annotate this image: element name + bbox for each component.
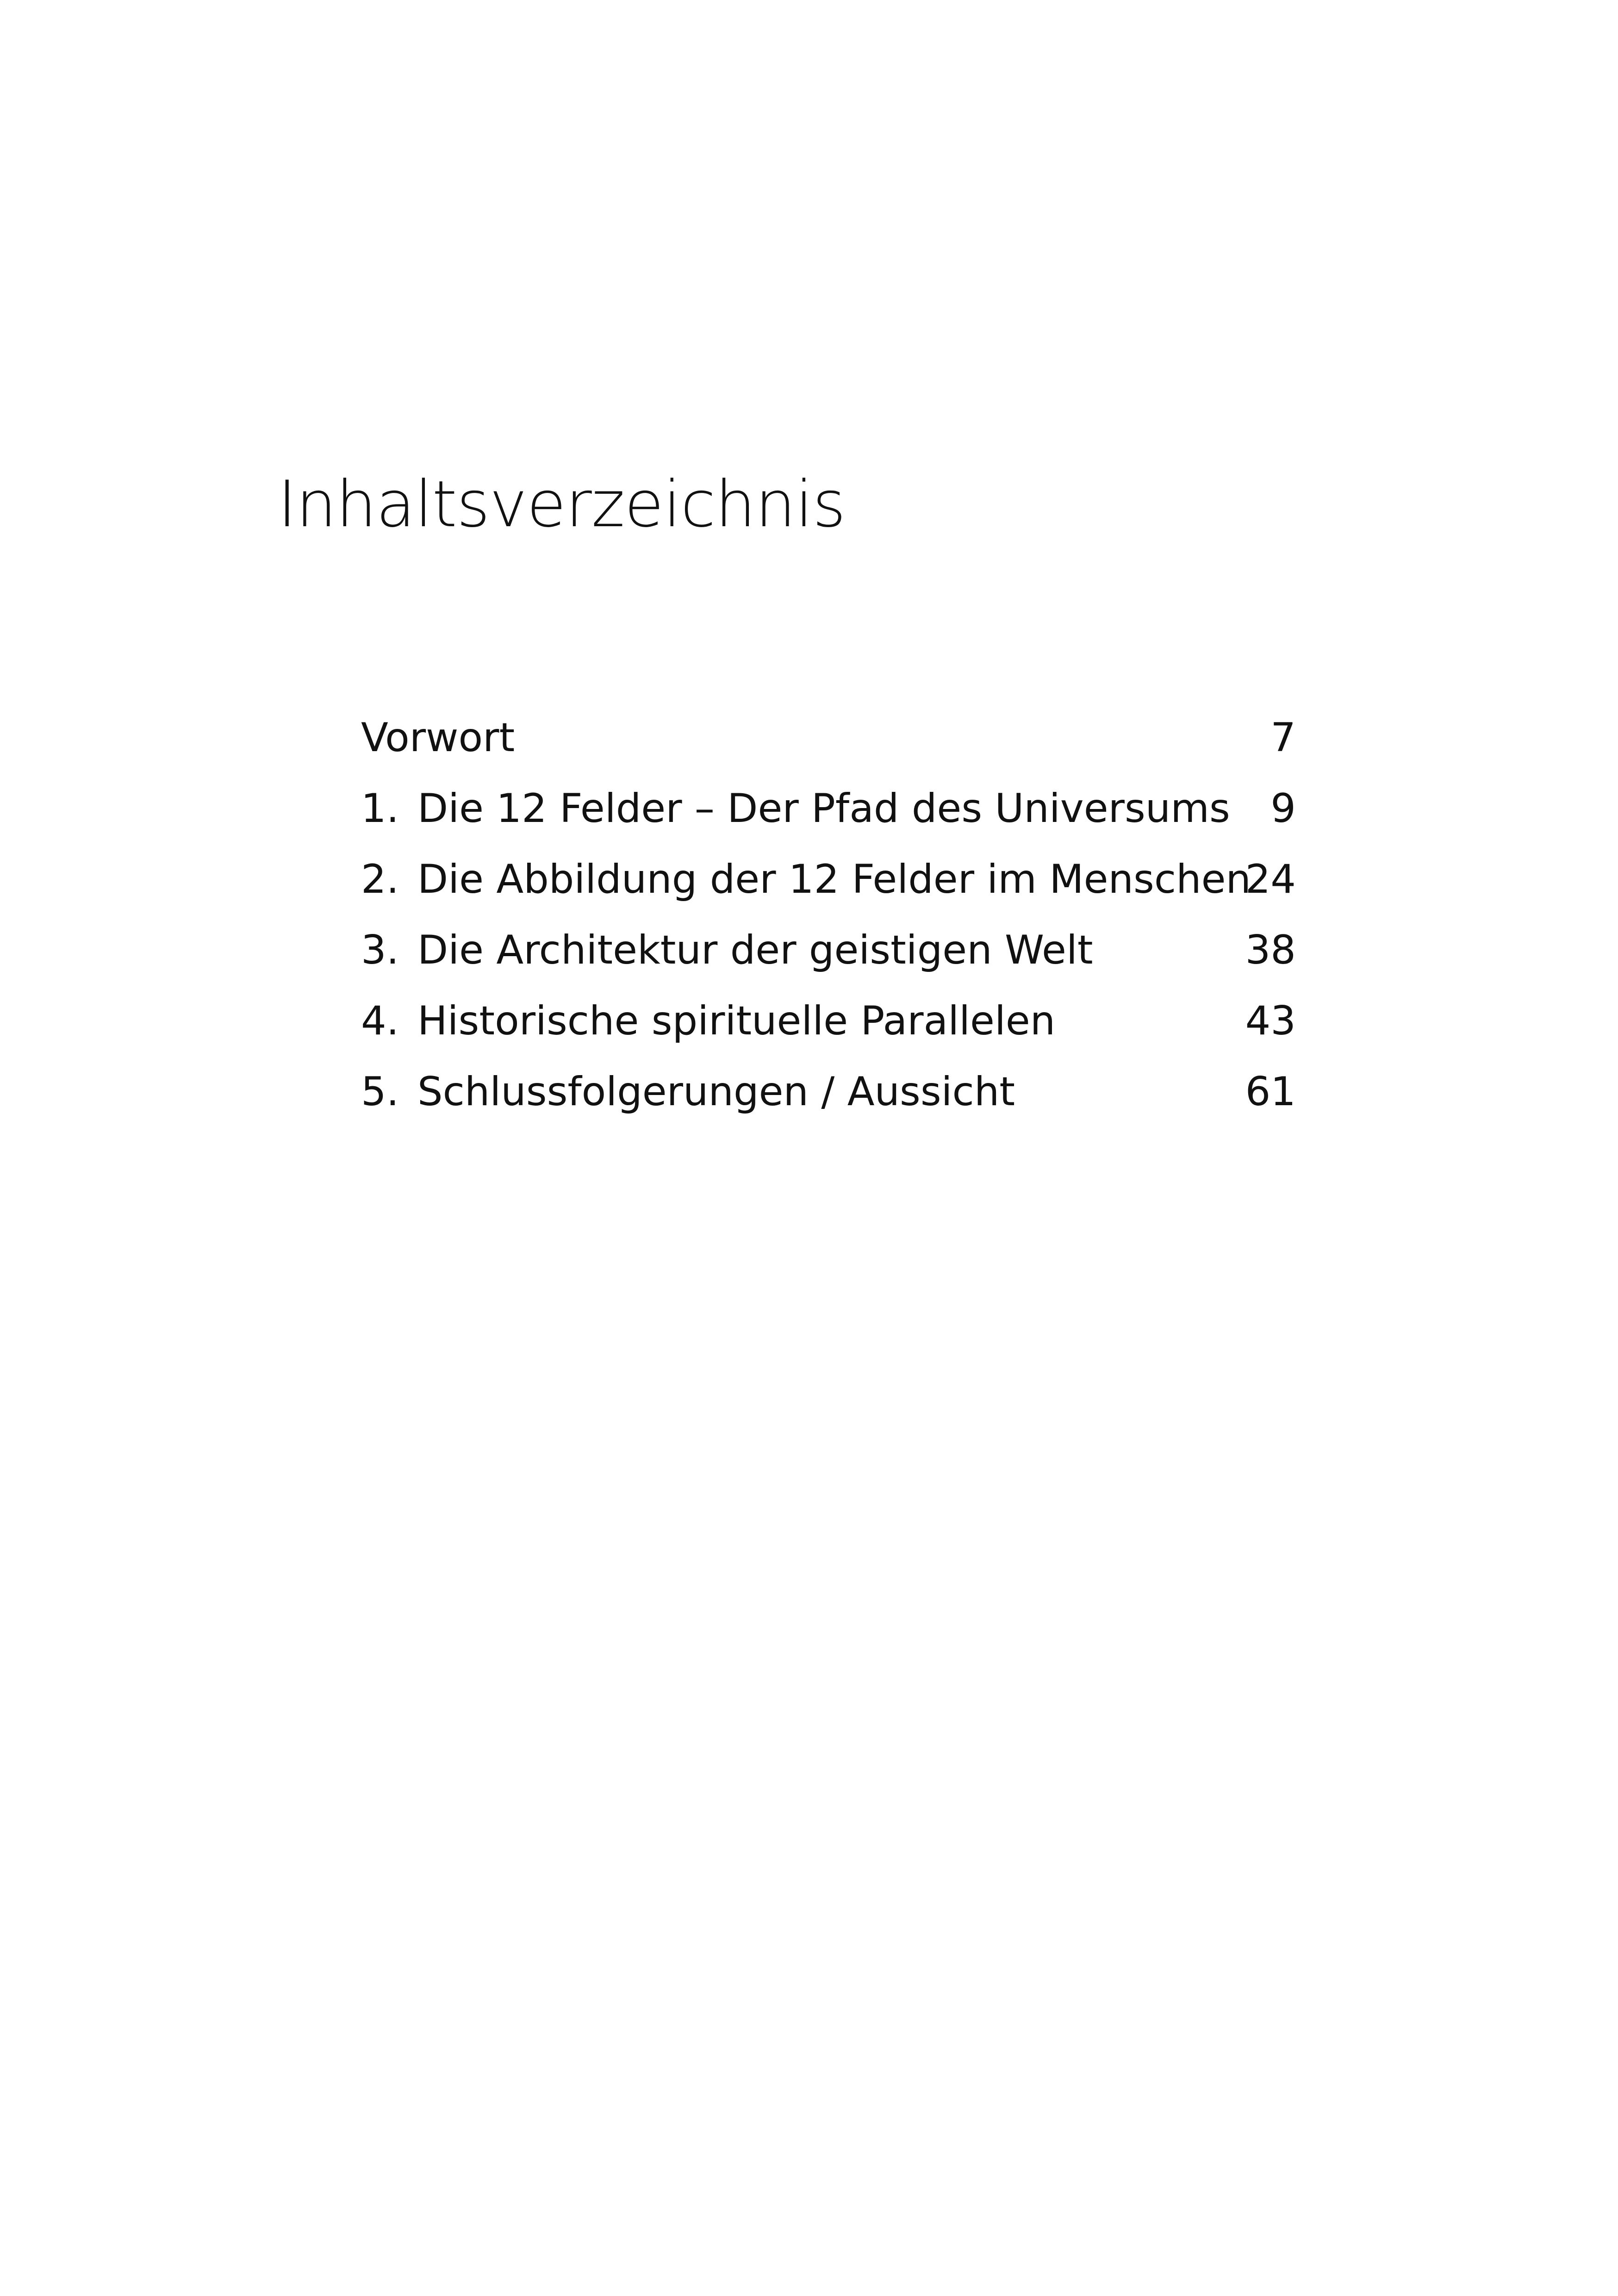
toc-entry-chapter-4: [361, 986, 1296, 1057]
toc-entry-number: 1.: [361, 785, 399, 832]
toc-entry-page: 7: [1270, 715, 1296, 761]
toc-entry-label: Die Abbildung der 12 Felder im Menschen: [417, 856, 1251, 902]
toc-entry-page: 9: [1270, 785, 1296, 832]
toc-entry-number: 3.: [361, 927, 399, 973]
toc-entry-label: Vorwort: [361, 715, 515, 761]
toc-entry-page: 61: [1245, 1069, 1296, 1115]
toc-entry-page: 38: [1245, 927, 1296, 973]
toc-entry-page: 43: [1245, 998, 1296, 1044]
toc-entry-chapter-5: [361, 1057, 1296, 1127]
toc-entry-chapter-1: [361, 773, 1296, 844]
toc-entry-label: Die Architektur der geistigen Welt: [417, 927, 1093, 973]
toc-entry-foreword: [361, 703, 1296, 773]
toc-entry-chapter-2: [361, 844, 1296, 915]
toc-list: [361, 703, 1296, 1127]
toc-entry-label: Die 12 Felder – Der Pfad des Universums: [417, 785, 1230, 832]
toc-title: Inhaltsverzeichnis: [278, 467, 846, 541]
toc-entry-chapter-3: [361, 915, 1296, 986]
toc-entry-number: 4.: [361, 998, 399, 1044]
toc-entry-label: Historische spirituelle Parallelen: [417, 998, 1056, 1044]
toc-entry-number: 2.: [361, 856, 399, 902]
toc-entry-page: 24: [1245, 856, 1296, 902]
toc-entry-number: 5.: [361, 1069, 399, 1115]
toc-entry-label: Schlussfolgerungen / Aussicht: [417, 1069, 1015, 1115]
